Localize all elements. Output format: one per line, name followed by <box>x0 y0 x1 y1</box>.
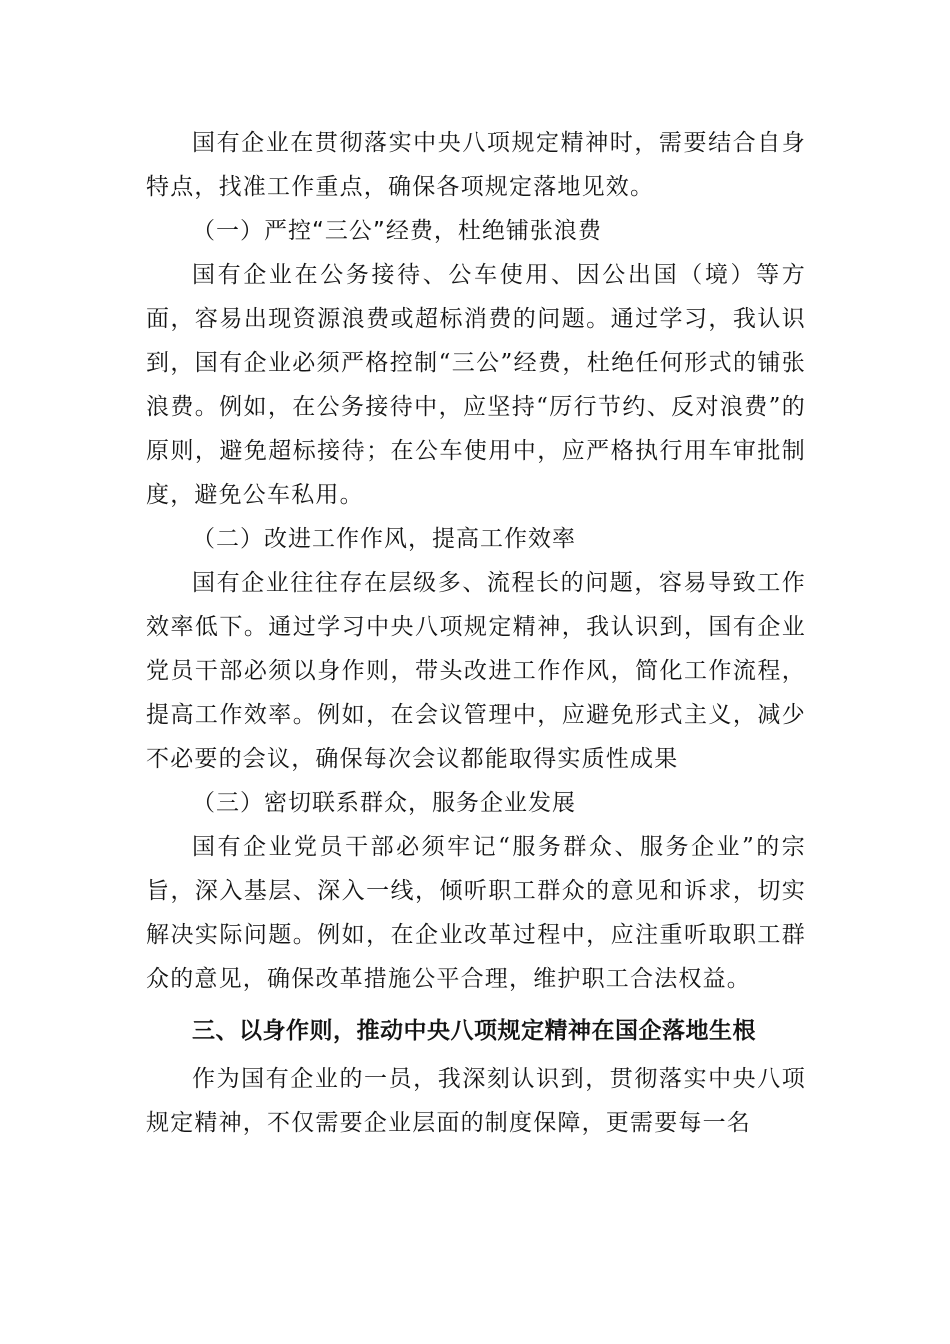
paragraph-3: 国有企业党员干部必须牢记“服务群众、服务企业”的宗旨，深入基层、深入一线，倾听职工群众的意见和诉求，切实解决实际问题。例如，在企业改革过程中，应注重听取职工群众的意见，确保改革措施公平合理，维护职工合法权益。 <box>146 834 806 992</box>
subheading-3: （三）密切联系群众，服务企业发展 <box>192 790 576 816</box>
subheading-2: （二）改进工作作风，提高工作效率 <box>192 526 576 552</box>
paragraph-2: 国有企业往往存在层级多、流程长的问题，容易导致工作效率低下。通过学习中央八项规定精神，我认识到，国有企业党员干部必须以身作则，带头改进工作作风，简化工作流程，提高工作效率。例如，在会议管理中，应避免形式主义，减少不必要的会议，确保每次会议都能取得实质性成果 <box>146 570 806 772</box>
paragraph-1: 国有企业在公务接待、公车使用、因公出国（境）等方面，容易出现资源浪费或超标消费的问题。通过学习，我认识到，国有企业必须严格控制“三公”经费，杜绝任何形式的铺张浪费。例如，在公务接待中，应坚持“厉行节约、反对浪费”的原则，避免超标接待；在公车使用中，应严格执行用车审批制度，避免公车私用。 <box>146 262 806 508</box>
subheading-1: （一）严控“三公”经费，杜绝铺张浪费 <box>192 218 602 244</box>
section-heading-3: 三、以身作则，推动中央八项规定精神在国企落地生根 <box>192 1018 756 1044</box>
document-body <box>146 121 806 1145</box>
paragraph-intro: 国有企业在贯彻落实中央八项规定精神时，需要结合自身特点，找准工作重点，确保各项规定落地见效。 <box>146 130 806 200</box>
paragraph-4: 作为国有企业的一员，我深刻认识到，贯彻落实中央八项规定精神，不仅需要企业层面的制度保障，更需要每一名 <box>146 1066 806 1136</box>
